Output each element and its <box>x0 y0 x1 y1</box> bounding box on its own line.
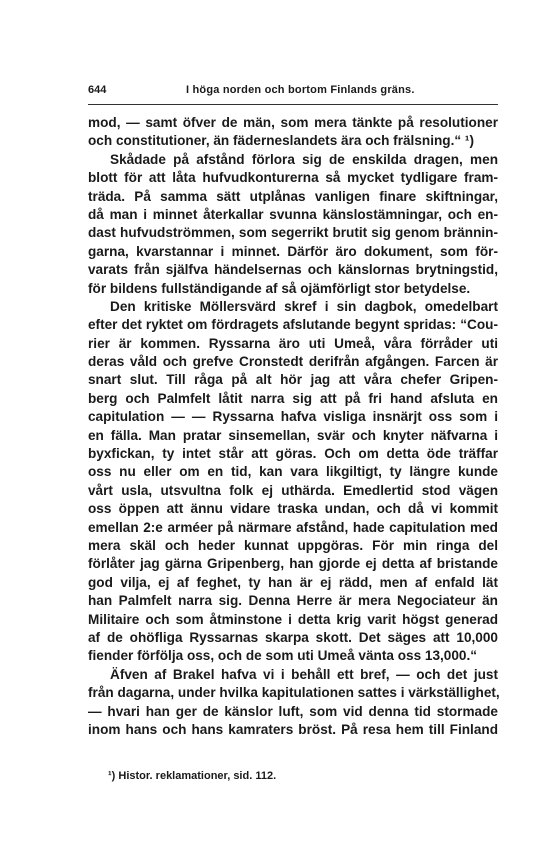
text-line: blott för att låta hufvudkonturerna så mycket tydligare fram- <box>88 170 498 186</box>
text-line: god vilja, ej af feghet, ty han är ej rädd, men af enfald lät <box>88 574 498 590</box>
text-line: han Palmfelt narra sig. Denna Herre är mera Negociateur än <box>88 593 498 609</box>
text-line: Skådade på afstånd förlora sig de enskilda dragen, men <box>110 151 498 167</box>
text-line: Äfven af Brakel hafva vi i behåll ett bref, — och det just <box>110 666 498 682</box>
text-line: mera skäl och heder kunnat uppgöras. För min ringa del <box>88 537 498 553</box>
text-line: Den kritiske Möllersvärd skref i sin dagbok, omedelbart <box>110 298 498 314</box>
text-line: snart slut. Till råga på alt hör jag att våra chefer Gripen- <box>88 372 498 388</box>
text-line: träda. På samma sätt utplånas vanligen finare skiftningar, <box>88 188 498 204</box>
text-line: oss öppen att ännu vidare traska undan, och då vi kommit <box>88 501 498 517</box>
text-line: varats från själfva händelsernas och känslornas brytningstid, <box>88 262 498 278</box>
text-line: förlåter jag gärna Gripenberg, han gjorde ej detta af bristande <box>88 556 498 572</box>
text-line: Militaire och som åtminstone i detta krig varit högst generad <box>88 611 498 627</box>
text-line: och constitutioner, än fäderneslandets ära och frälsning.“ ¹) <box>88 133 474 149</box>
text-line: rier är kommen. Ryssarna äro uti Umeå, våra förråder uti <box>88 335 498 351</box>
text-line: dast hufvudströmmen, som segerrikt brutit sig genom brännin- <box>88 225 498 241</box>
text-line: capitulation — — Ryssarna hafva visliga insnärjt oss som i <box>88 409 498 425</box>
text-line: af de ohöfliga Ryssarnas skarpa skott. Det säges att 10,000 <box>88 629 498 645</box>
text-line: mod, — samt öfver de män, som mera tänkte på resolutioner <box>88 115 498 130</box>
header-rule <box>88 104 498 105</box>
text-line: då man i minnet återkallar svunna känslostämningar, och en- <box>88 206 498 222</box>
running-title: I höga norden och bortom Finlands gräns. <box>186 84 415 96</box>
text-line: berg och Palmfelt låtit narra sig att på fri hand afsluta en <box>88 390 498 406</box>
text-line: en fälla. Man pratar sinsemellan, svär och knyter näfvarna i <box>88 427 498 443</box>
text-line: inom hans och hans kamraters bröst. På resa hem till Finland <box>88 721 498 737</box>
text-line: oss nu eller om en tid, kan vara likgiltigt, ty längre kunde <box>88 464 498 480</box>
text-line: — hvari han ger de känslor luft, som vid denna tid stormade <box>88 703 498 719</box>
text-line: från dagarna, under hvilka kapitulationen sattes i värkställighet, <box>88 685 500 701</box>
text-line: vårt usla, utsvultna folk ej uthärda. Emedlertid stod vägen <box>88 482 498 498</box>
body-text <box>88 114 498 739</box>
text-line: byxfickan, ty intet står att göras. Och om detta öde träffar <box>88 446 498 462</box>
text-line: efter det ryktet om fördragets afslutande begynt spridas: “Cou- <box>88 317 498 333</box>
text-line: emellan 2:e arméer på närmare afstånd, hade capitulation med <box>88 519 498 535</box>
page-number: 644 <box>88 84 107 96</box>
text-line: för bildens fullständigande af så ojämförligt stor betydelse. <box>88 280 471 296</box>
text-line: fiender förfölja oss, och de som uti Umeå vänta oss 13,000.“ <box>88 648 478 664</box>
footnote: ¹) Histor. reklamationer, sid. 112. <box>108 770 277 782</box>
text-line: garna, kvarstannar i minnet. Därför äro dokument, som för- <box>88 243 498 259</box>
running-header <box>88 84 498 102</box>
text-line: deras våld och grefve Cronstedt derifrån afgången. Farcen är <box>88 354 498 370</box>
